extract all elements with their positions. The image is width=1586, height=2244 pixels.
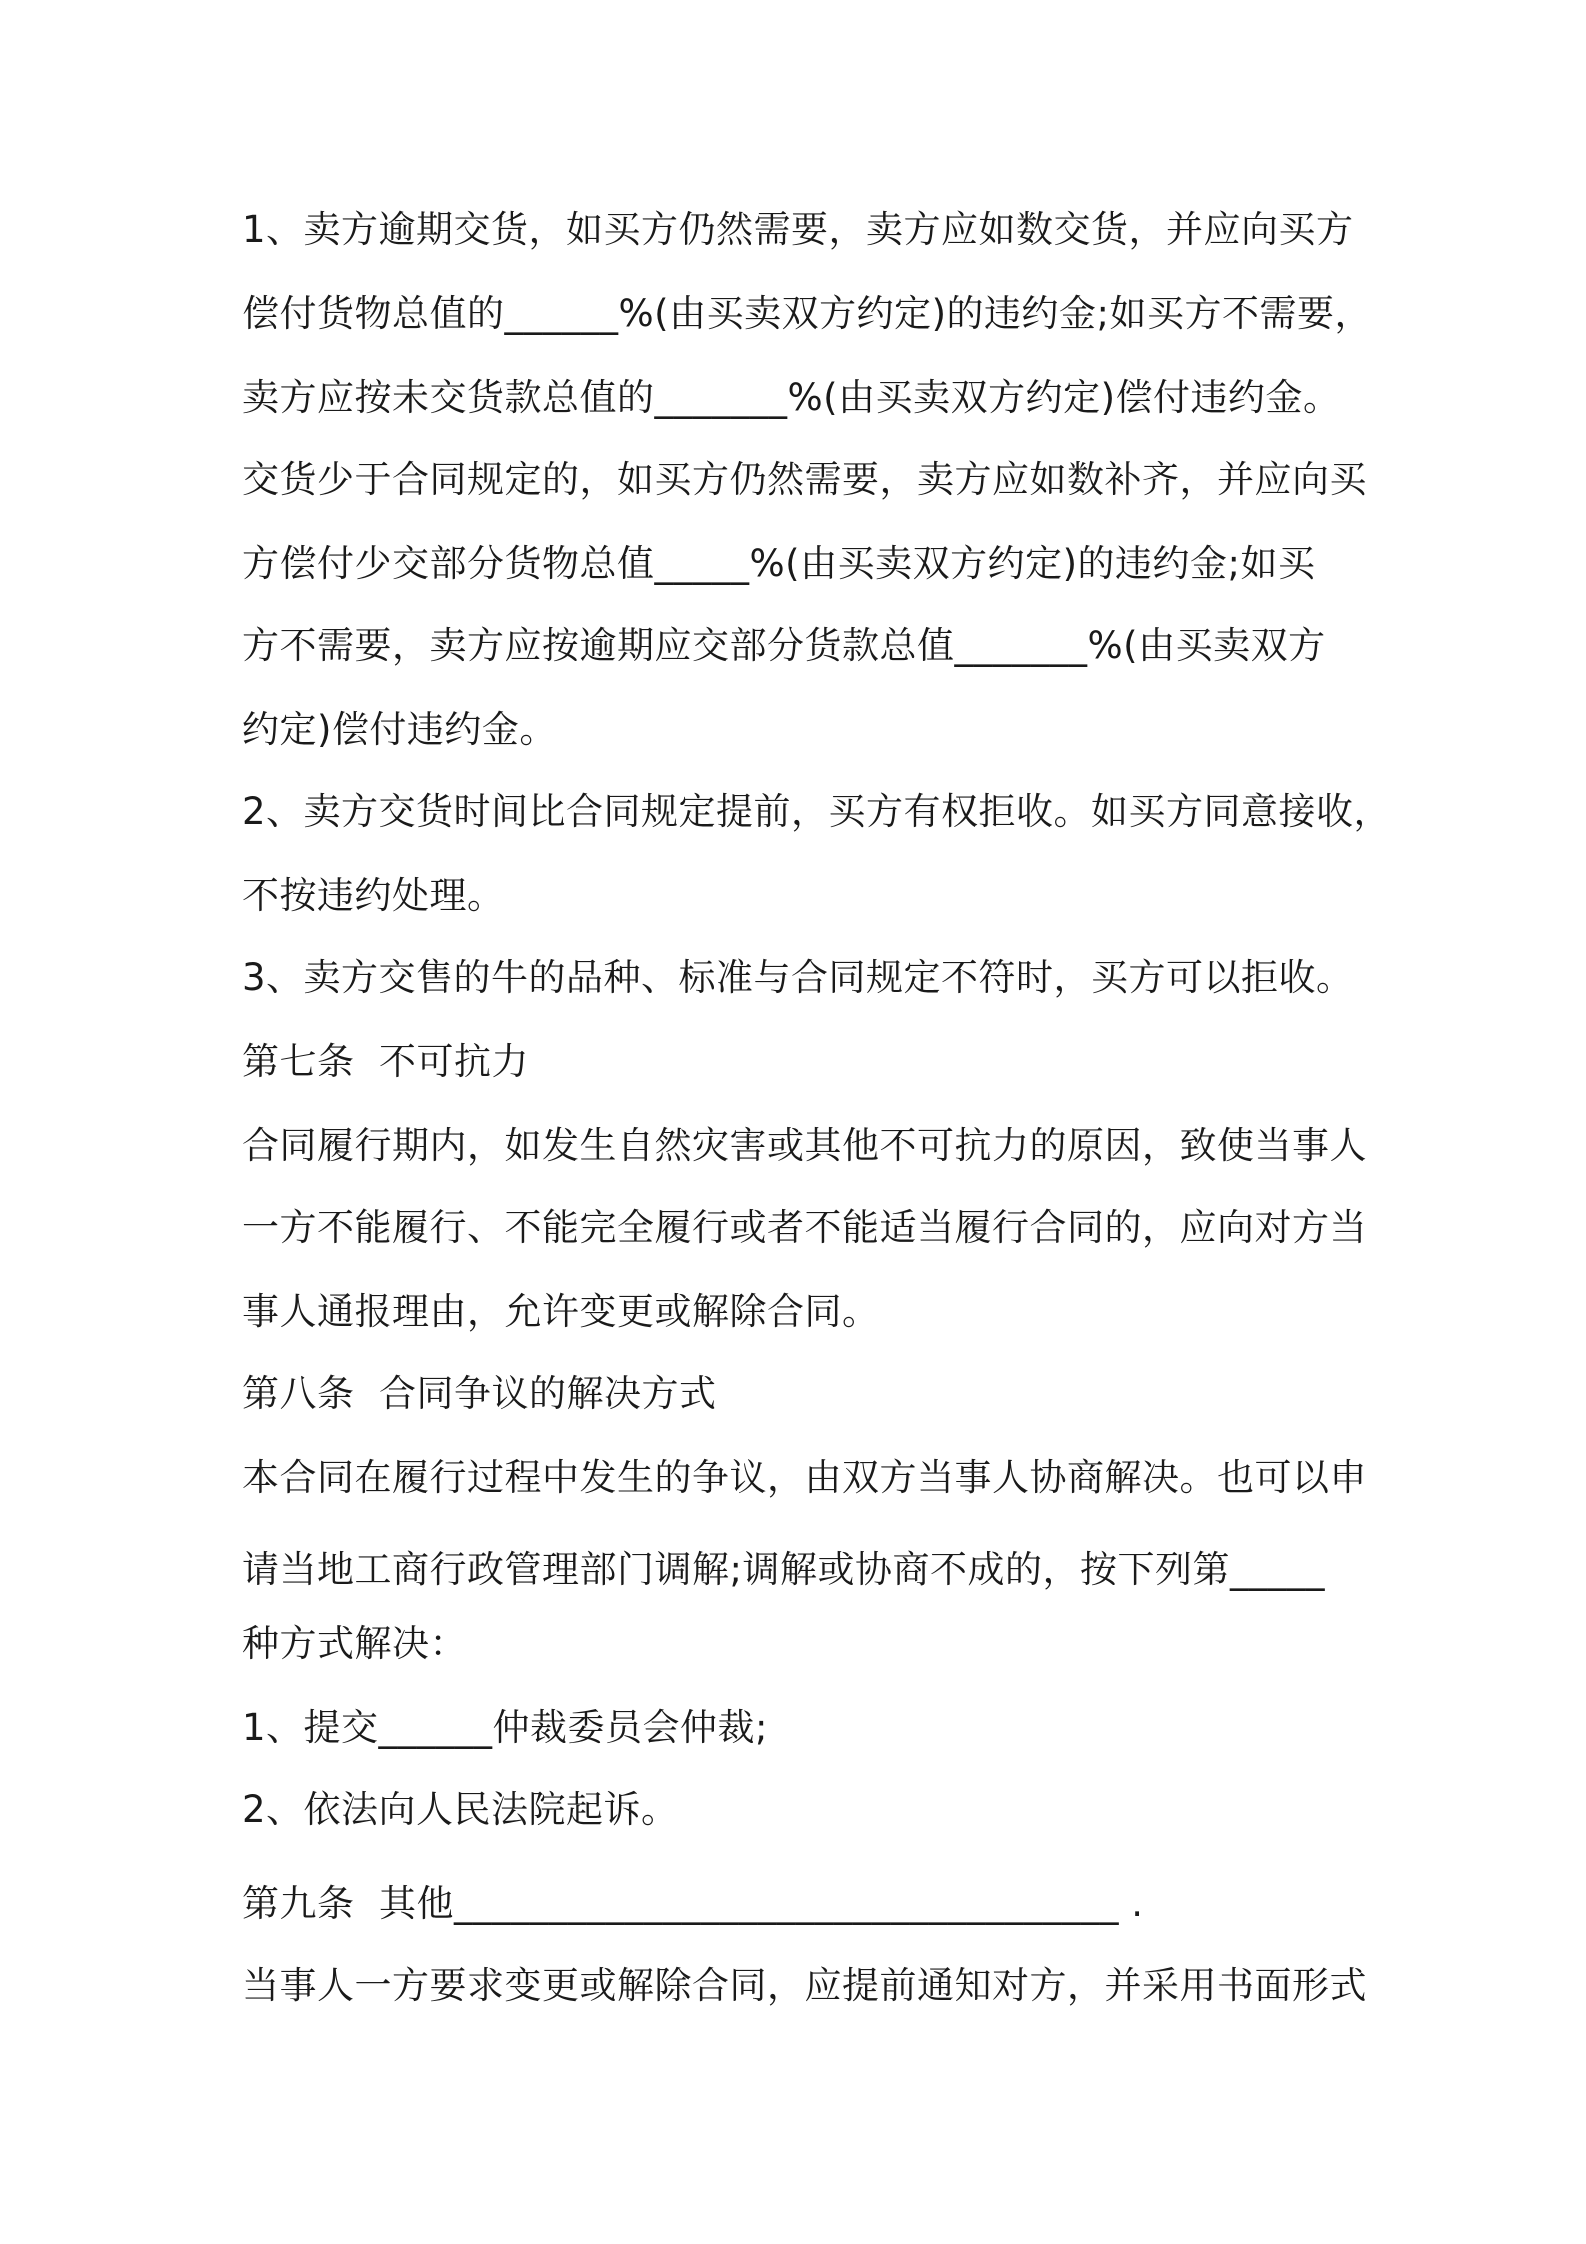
text-line: 卖方应按未交货款总值的_______%(由买卖双方约定)偿付违约金。	[242, 376, 1341, 419]
text-line: 2、依法向人民法院起诉。	[242, 1788, 679, 1831]
text-line: 种方式解决：	[242, 1622, 467, 1665]
section-heading: 第七条 不可抗力	[242, 1040, 530, 1083]
text-line: 1、卖方逾期交货，如买方仍然需要，卖方应如数交货，并应向买方	[242, 208, 1354, 251]
text-line: 当事人一方要求变更或解除合同，应提前通知对方，并采用书面形式	[242, 1964, 1367, 2007]
text-line: 交货少于合同规定的，如买方仍然需要，卖方应如数补齐，并应向买	[242, 458, 1367, 501]
text-line: 方不需要，卖方应按逾期应交部分货款总值_______%(由买卖双方	[242, 624, 1326, 667]
text-line: 1、提交______仲裁委员会仲裁;	[242, 1706, 769, 1749]
text-line: 3、卖方交售的牛的品种、标准与合同规定不符时，买方可以拒收。	[242, 956, 1354, 999]
text-line: 约定)偿付违约金。	[242, 708, 557, 751]
section-heading: 第八条 合同争议的解决方式	[242, 1372, 717, 1415]
text-line: 不按违约处理。	[242, 874, 505, 917]
text-line: 一方不能履行、不能完全履行或者不能适当履行合同的，应向对方当	[242, 1206, 1367, 1249]
text-line: 2、卖方交货时间比合同规定提前，买方有权拒收。如买方同意接收，	[242, 790, 1392, 833]
text-line: 请当地工商行政管理部门调解;调解或协商不成的，按下列第_____	[242, 1548, 1325, 1591]
text-line: 合同履行期内，如发生自然灾害或其他不可抗力的原因，致使当事人	[242, 1124, 1367, 1167]
text-line: 事人通报理由，允许变更或解除合同。	[242, 1290, 880, 1333]
text-line: 本合同在履行过程中发生的争议，由双方当事人协商解决。也可以申	[242, 1456, 1367, 1499]
text-line: 方偿付少交部分货物总值_____%(由买卖双方约定)的违约金;如买	[242, 542, 1316, 585]
text-line: 偿付货物总值的______%(由买卖双方约定)的违约金;如买方不需要，	[242, 292, 1372, 335]
section-heading: 第九条 其他___________________________________ .	[242, 1882, 1144, 1925]
